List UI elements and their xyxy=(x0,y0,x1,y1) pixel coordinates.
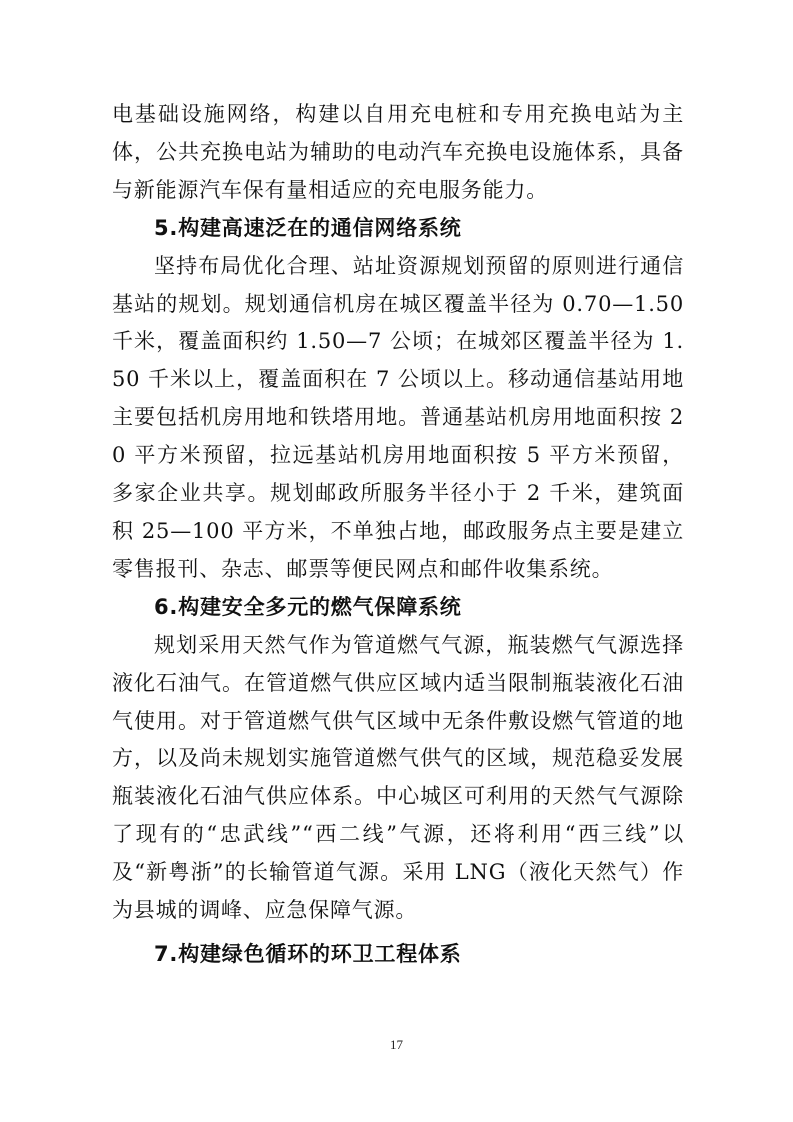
paragraph-communication-network: 坚持布局优化合理、站址资源规划预留的原则进行通信基站的规划。规划通信机房在城区覆盖半径为 0.70—1.50 千米，覆盖面积约 1.50—7 公顷；在城郊区覆盖半径为 1.50 千米以上，覆盖面积在 7 公顷以上。移动通信基站用地主要包括机房用地和铁塔用地。普通基站机房用地面积按 20 平方米预留，拉远基站机房用地面积按 5 平方米预留，多家企业共享。规划邮政所服务半径小于 2 千米，建筑面积 25—100 平方米，不单独占地，邮政服务点主要是建立零售报刊、杂志、邮票等便民网点和邮件收集系统。 xyxy=(112,253,684,581)
document-body xyxy=(112,96,684,974)
heading-communication-network: 5.构建高速泛在的通信网络系统 xyxy=(154,215,462,240)
heading-sanitation: 7.构建绿色循环的环卫工程体系 xyxy=(154,941,462,966)
page-number: 17 xyxy=(390,1037,403,1052)
paragraph-gas-supply: 规划采用天然气作为管道燃气气源，瓶装燃气气源选择液化石油气。在管道燃气供应区域内适当限制瓶装液化石油气使用。对于管道燃气供气区域中无条件敷设燃气管道的地方，以及尚未规划实施管道燃气供气的区域，规范稳妥发展瓶装液化石油气供应体系。中心城区可利用的天然气气源除了现有的“忠武线”“西二线”气源，还将利用“西三线”以及“新粤浙”的长输管道气源。采用 LNG（液化天然气）作为县城的调峰、应急保障气源。 xyxy=(112,632,684,923)
heading-gas-supply: 6.构建安全多元的燃气保障系统 xyxy=(154,594,462,619)
paragraph-ev-charging: 电基础设施网络，构建以自用充电桩和专用充换电站为主体，公共充换电站为辅助的电动汽车充换电设施体系，具备与新能源汽车保有量相适应的充电服务能力。 xyxy=(112,102,684,202)
